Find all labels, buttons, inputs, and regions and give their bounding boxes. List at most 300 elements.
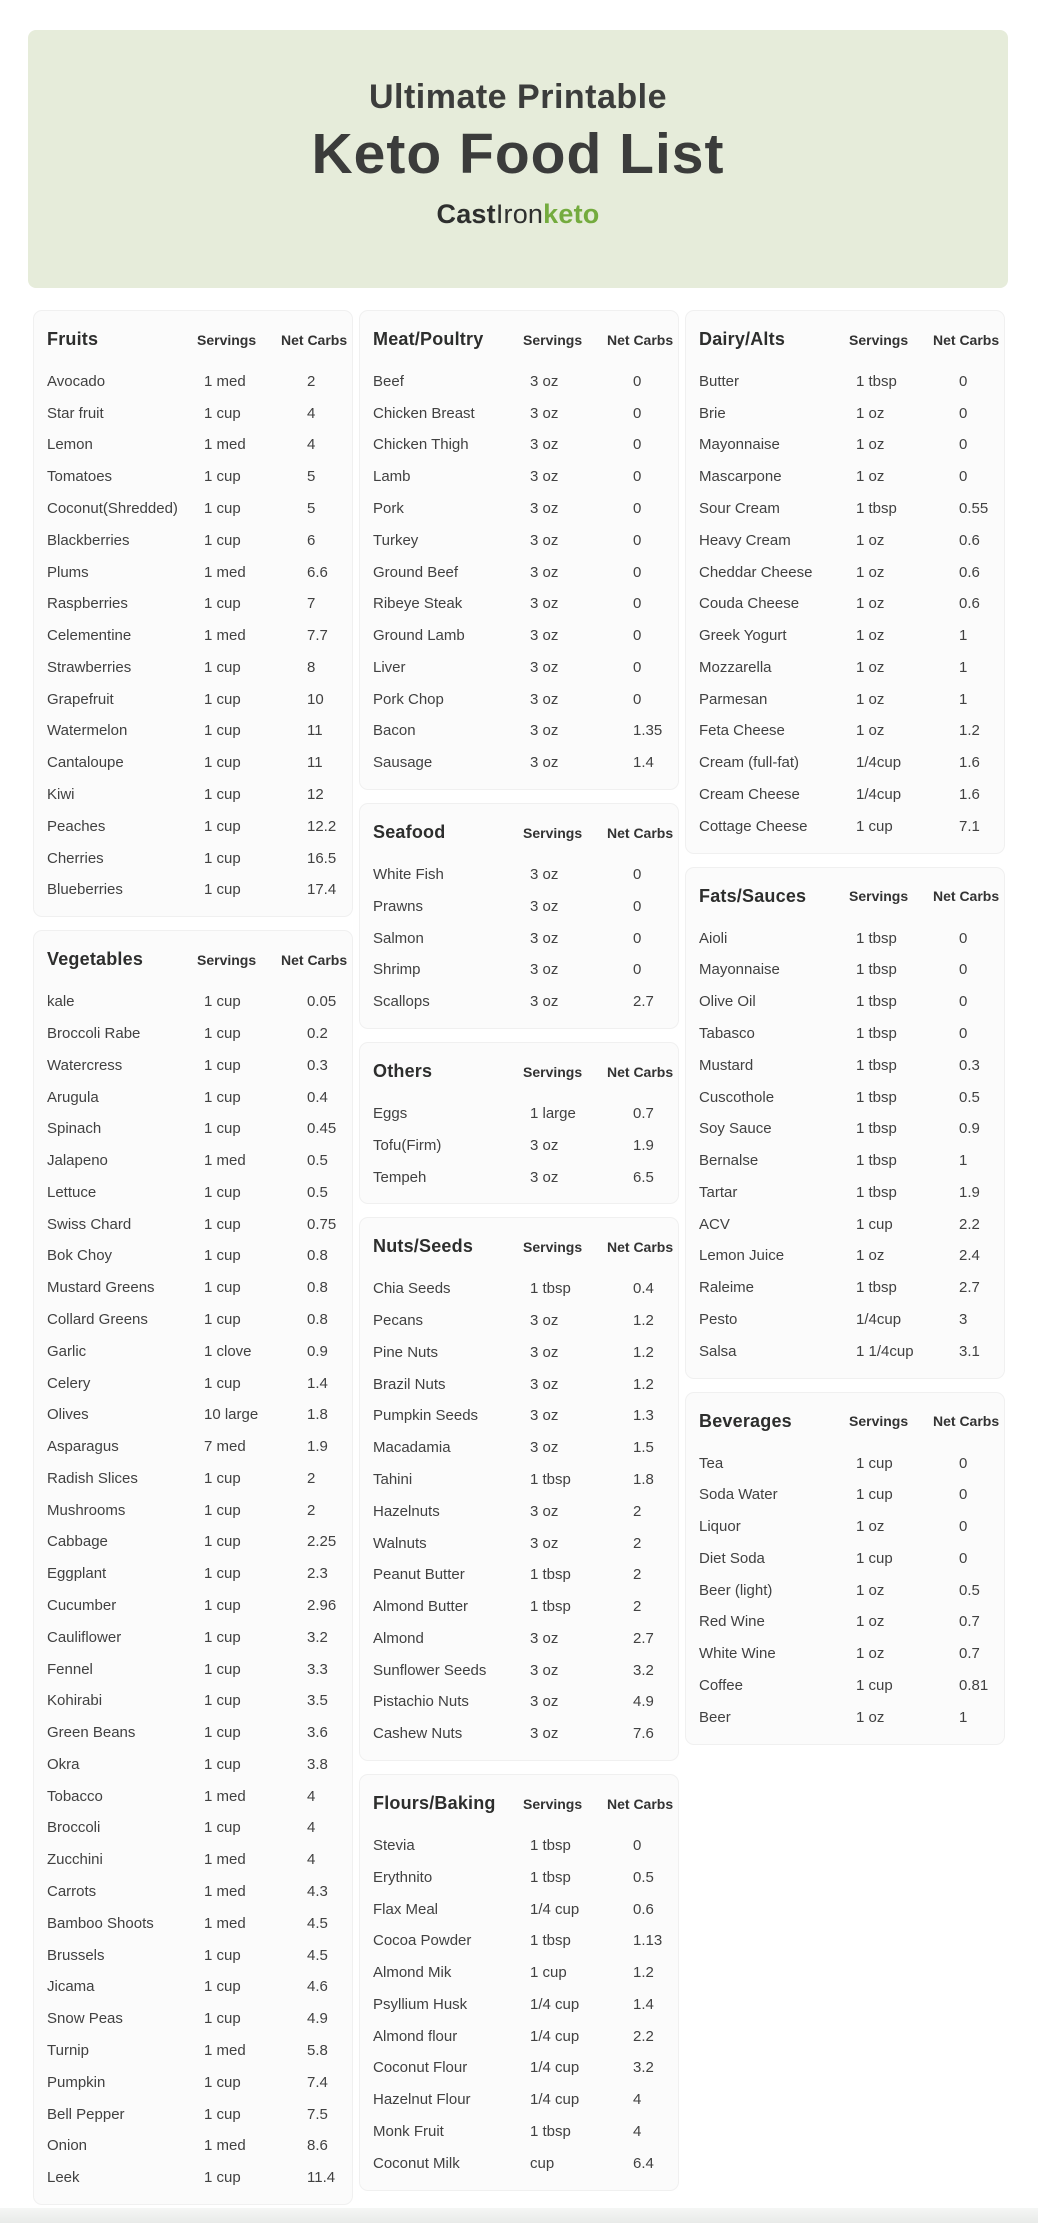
food-row bbox=[47, 1399, 342, 1431]
food-net-carbs: 4.6 bbox=[307, 1978, 328, 1996]
food-serving: 1 cup bbox=[204, 1024, 241, 1042]
food-row bbox=[699, 461, 994, 493]
food-row bbox=[699, 1638, 994, 1670]
food-serving: 1/4cup bbox=[856, 786, 902, 804]
food-name: Aioli bbox=[699, 929, 728, 947]
food-net-carbs: 2 bbox=[307, 372, 316, 390]
food-net-carbs: 1.4 bbox=[633, 754, 654, 772]
food-serving: 1 oz bbox=[856, 563, 885, 581]
food-net-carbs: 1 bbox=[959, 658, 968, 676]
food-serving: 1 cup bbox=[204, 1215, 241, 1233]
food-row bbox=[47, 1018, 342, 1050]
food-net-carbs: 0 bbox=[633, 436, 642, 454]
food-serving: 1 oz bbox=[856, 531, 885, 549]
food-net-carbs: 0.3 bbox=[307, 1056, 328, 1074]
food-name: Coconut Milk bbox=[373, 2154, 460, 2172]
food-name: Tobacco bbox=[47, 1787, 103, 1805]
food-net-carbs: 12.2 bbox=[307, 817, 337, 835]
food-serving: 1 cup bbox=[204, 1279, 241, 1297]
food-serving: 1 tbsp bbox=[856, 372, 897, 390]
food-name: Brie bbox=[699, 404, 726, 422]
food-row bbox=[47, 1527, 342, 1559]
food-row bbox=[47, 1336, 342, 1368]
food-net-carbs: 0.55 bbox=[959, 500, 989, 518]
food-net-carbs: 1 bbox=[959, 1152, 968, 1170]
food-net-carbs: 1.3 bbox=[633, 1407, 654, 1425]
food-name: Couda Cheese bbox=[699, 595, 800, 613]
servings-column-header: Servings bbox=[523, 824, 583, 841]
food-name: Asparagus bbox=[47, 1438, 119, 1456]
food-row bbox=[47, 1558, 342, 1590]
food-name: Watercress bbox=[47, 1056, 123, 1074]
food-net-carbs: 0 bbox=[633, 690, 642, 708]
food-net-carbs: 6.6 bbox=[307, 563, 328, 581]
food-serving: 1 cup bbox=[530, 1964, 567, 1982]
food-name: Parmesan bbox=[699, 690, 768, 708]
food-serving: 1 med bbox=[204, 1883, 246, 1901]
food-net-carbs: 0 bbox=[959, 1549, 968, 1567]
food-serving: 3 oz bbox=[530, 690, 559, 708]
food-net-carbs: 1.2 bbox=[633, 1343, 654, 1361]
net-carbs-column-header: Net Carbs bbox=[607, 1063, 674, 1080]
food-serving: 1 tbsp bbox=[856, 1120, 897, 1138]
food-name: Onion bbox=[47, 2137, 88, 2155]
food-name: Eggs bbox=[373, 1104, 408, 1122]
food-net-carbs: 11 bbox=[307, 722, 323, 740]
section-title: Seafood bbox=[373, 822, 446, 843]
food-name: Olive Oil bbox=[699, 993, 756, 1011]
food-net-carbs: 0 bbox=[959, 1454, 968, 1472]
food-name: Cocoa Powder bbox=[373, 1932, 472, 1950]
food-row bbox=[47, 1082, 342, 1114]
food-net-carbs: 0.5 bbox=[959, 1581, 980, 1599]
food-row bbox=[47, 875, 342, 907]
food-net-carbs: 1 bbox=[959, 690, 968, 708]
food-row bbox=[373, 1528, 668, 1560]
food-net-carbs: 2.96 bbox=[307, 1597, 337, 1615]
food-net-carbs: 0.5 bbox=[307, 1183, 328, 1201]
food-row bbox=[699, 1336, 994, 1368]
food-net-carbs: 11 bbox=[307, 754, 323, 772]
food-serving: 10 large bbox=[204, 1406, 259, 1424]
food-row bbox=[47, 779, 342, 811]
food-net-carbs: 4 bbox=[307, 1787, 316, 1805]
food-name: Star fruit bbox=[47, 404, 104, 422]
food-row bbox=[373, 398, 668, 430]
food-row bbox=[699, 652, 994, 684]
food-row bbox=[373, 1162, 668, 1194]
food-serving: 1 tbsp bbox=[530, 1932, 571, 1950]
food-serving: 3 oz bbox=[530, 595, 559, 613]
food-name: Cauliflower bbox=[47, 1628, 122, 1646]
section-header bbox=[373, 1787, 674, 1830]
food-net-carbs: 2.3 bbox=[307, 1565, 328, 1583]
food-net-carbs: 0.5 bbox=[959, 1088, 980, 1106]
food-serving: 1 cup bbox=[204, 722, 241, 740]
food-name: Olives bbox=[47, 1406, 89, 1424]
food-net-carbs: 1 bbox=[959, 627, 968, 645]
food-net-carbs: 0.9 bbox=[959, 1120, 980, 1138]
food-serving: 1 oz bbox=[856, 1613, 885, 1631]
food-name: Monk Fruit bbox=[373, 2123, 444, 2141]
food-net-carbs: 1.9 bbox=[959, 1183, 980, 1201]
food-name: Chia Seeds bbox=[373, 1280, 451, 1298]
food-name: Tartar bbox=[699, 1183, 738, 1201]
section-card-fruits bbox=[33, 310, 353, 917]
food-net-carbs: 3.5 bbox=[307, 1692, 328, 1710]
food-row bbox=[373, 1559, 668, 1591]
food-row bbox=[47, 684, 342, 716]
food-row bbox=[699, 1082, 994, 1114]
food-net-carbs: 0 bbox=[633, 627, 642, 645]
food-net-carbs: 4.3 bbox=[307, 1883, 328, 1901]
food-serving: 1 cup bbox=[204, 1628, 241, 1646]
food-name: Pine Nuts bbox=[373, 1343, 439, 1361]
food-name: Turnip bbox=[47, 2041, 89, 2059]
food-row bbox=[373, 1337, 668, 1369]
food-row bbox=[47, 525, 342, 557]
food-name: Tea bbox=[699, 1454, 724, 1472]
food-serving: 3 oz bbox=[530, 1534, 559, 1552]
food-name: Tabasco bbox=[699, 1024, 755, 1042]
section-header bbox=[47, 943, 348, 986]
food-net-carbs: 0 bbox=[633, 866, 642, 884]
food-name: Almond flour bbox=[373, 2027, 458, 2045]
food-serving: 3 oz bbox=[530, 1168, 559, 1186]
food-name: Cottage Cheese bbox=[699, 817, 808, 835]
food-serving: 3 oz bbox=[530, 627, 559, 645]
food-row bbox=[47, 1685, 342, 1717]
food-serving: 1/4 cup bbox=[530, 2091, 580, 2109]
food-row bbox=[699, 684, 994, 716]
food-net-carbs: 4 bbox=[307, 404, 316, 422]
food-name: Bernalse bbox=[699, 1152, 759, 1170]
food-name: Beer bbox=[699, 1708, 731, 1726]
food-net-carbs: 2 bbox=[633, 1566, 642, 1584]
food-row bbox=[699, 1511, 994, 1543]
food-row bbox=[373, 1989, 668, 2021]
food-name: Coconut Flour bbox=[373, 2059, 468, 2077]
food-serving: 3 oz bbox=[530, 993, 559, 1011]
food-row bbox=[373, 1925, 668, 1957]
food-serving: 3 oz bbox=[530, 1136, 559, 1154]
food-row bbox=[373, 1432, 668, 1464]
food-net-carbs: 1.2 bbox=[633, 1964, 654, 1982]
food-row bbox=[47, 2130, 342, 2162]
food-row bbox=[47, 1940, 342, 1972]
food-name: Pistachio Nuts bbox=[373, 1693, 469, 1711]
food-net-carbs: 0.7 bbox=[633, 1104, 654, 1122]
food-row bbox=[47, 366, 342, 398]
food-name: Grapefruit bbox=[47, 690, 114, 708]
food-serving: 1 oz bbox=[856, 690, 885, 708]
food-name: Butter bbox=[699, 372, 740, 390]
food-row bbox=[373, 716, 668, 748]
food-net-carbs: 0.4 bbox=[307, 1088, 328, 1106]
food-row bbox=[47, 1050, 342, 1082]
food-net-carbs: 1.4 bbox=[633, 1995, 654, 2013]
food-name: Garlic bbox=[47, 1342, 87, 1360]
food-row bbox=[373, 1305, 668, 1337]
food-net-carbs: 1.4 bbox=[307, 1374, 328, 1392]
food-row bbox=[699, 986, 994, 1018]
food-serving: 1 cup bbox=[204, 786, 241, 804]
food-serving: 1 cup bbox=[204, 1533, 241, 1551]
food-name: Macadamia bbox=[373, 1439, 451, 1457]
food-tables bbox=[33, 310, 1005, 2205]
food-net-carbs: 0.4 bbox=[633, 1280, 654, 1298]
logo-text-cast: Cast bbox=[436, 199, 496, 229]
food-net-carbs: 0 bbox=[633, 500, 642, 518]
food-net-carbs: 5.8 bbox=[307, 2041, 328, 2059]
food-row bbox=[373, 1098, 668, 1130]
food-row bbox=[373, 1957, 668, 1989]
food-name: Raleime bbox=[699, 1279, 755, 1297]
food-net-carbs: 12 bbox=[307, 786, 324, 804]
food-name: Stevia bbox=[373, 1837, 415, 1855]
food-row bbox=[47, 398, 342, 430]
section-title: Others bbox=[373, 1061, 433, 1082]
food-net-carbs: 0 bbox=[633, 897, 642, 915]
food-net-carbs: 0.2 bbox=[307, 1024, 328, 1042]
food-name: kale bbox=[47, 993, 75, 1011]
food-row bbox=[699, 1575, 994, 1607]
food-net-carbs: 2.25 bbox=[307, 1533, 337, 1551]
food-row bbox=[373, 2053, 668, 2085]
food-name: Walnuts bbox=[373, 1534, 427, 1552]
food-row bbox=[373, 1401, 668, 1433]
food-serving: 1 cup bbox=[204, 754, 241, 772]
food-name: Hazelnut Flour bbox=[373, 2091, 471, 2109]
food-row bbox=[699, 1304, 994, 1336]
food-row bbox=[373, 2116, 668, 2148]
food-row bbox=[47, 811, 342, 843]
food-serving: 1 tbsp bbox=[856, 1183, 897, 1201]
food-row bbox=[699, 398, 994, 430]
food-net-carbs: 17.4 bbox=[307, 881, 337, 899]
servings-column-header: Servings bbox=[849, 331, 909, 348]
net-carbs-column-header: Net Carbs bbox=[281, 331, 348, 348]
food-row bbox=[373, 1273, 668, 1305]
food-serving: 1 oz bbox=[856, 404, 885, 422]
food-name: Ground Beef bbox=[373, 563, 459, 581]
food-row bbox=[373, 366, 668, 398]
page-bottom-edge bbox=[0, 2208, 1038, 2223]
food-name: Tempeh bbox=[373, 1168, 427, 1186]
food-row bbox=[373, 1862, 668, 1894]
food-net-carbs: 0.7 bbox=[959, 1645, 980, 1663]
food-serving: 1 oz bbox=[856, 595, 885, 613]
servings-column-header: Servings bbox=[523, 1795, 583, 1812]
food-name: Radish Slices bbox=[47, 1469, 138, 1487]
food-name: Cucumber bbox=[47, 1597, 117, 1615]
food-name: Diet Soda bbox=[699, 1549, 765, 1567]
food-row bbox=[373, 859, 668, 891]
food-net-carbs: 0.45 bbox=[307, 1120, 337, 1138]
food-net-carbs: 0.81 bbox=[959, 1677, 989, 1695]
food-net-carbs: 5 bbox=[307, 500, 316, 518]
food-name: Mustard bbox=[699, 1056, 754, 1074]
section-title: Meat/Poultry bbox=[373, 329, 484, 349]
food-name: Blackberries bbox=[47, 531, 130, 549]
food-row bbox=[699, 1448, 994, 1480]
food-serving: 1 tbsp bbox=[530, 1280, 571, 1298]
food-row bbox=[373, 652, 668, 684]
food-name: Broccoli Rabe bbox=[47, 1024, 141, 1042]
food-serving: 1 cup bbox=[204, 531, 241, 549]
food-name: Cuscothole bbox=[699, 1088, 775, 1106]
food-name: Carrots bbox=[47, 1883, 97, 1901]
section-title: Beverages bbox=[699, 1410, 792, 1431]
food-net-carbs: 0 bbox=[959, 929, 968, 947]
food-name: Chicken Breast bbox=[373, 404, 475, 422]
food-net-carbs: 4 bbox=[633, 2123, 642, 2141]
food-serving: 3 oz bbox=[530, 1312, 559, 1330]
food-name: Mozzarella bbox=[699, 658, 772, 676]
food-net-carbs: 2.7 bbox=[959, 1279, 980, 1297]
food-net-carbs: 3.8 bbox=[307, 1755, 328, 1773]
food-name: Lamb bbox=[373, 468, 411, 486]
food-net-carbs: 3.1 bbox=[959, 1342, 980, 1360]
food-name: Bell Pepper bbox=[47, 2105, 125, 2123]
food-row bbox=[699, 779, 994, 811]
section-title: Flours/Baking bbox=[373, 1793, 496, 1814]
food-name: Brazil Nuts bbox=[373, 1375, 446, 1393]
food-row bbox=[373, 891, 668, 923]
food-net-carbs: 1.6 bbox=[959, 786, 980, 804]
net-carbs-column-header: Net Carbs bbox=[607, 824, 674, 841]
food-net-carbs: 0 bbox=[633, 658, 642, 676]
food-row bbox=[373, 1464, 668, 1496]
food-net-carbs: 2.4 bbox=[959, 1247, 980, 1265]
section-header bbox=[373, 1055, 674, 1098]
food-serving: 1 cup bbox=[204, 690, 241, 708]
food-row bbox=[47, 493, 342, 525]
food-row bbox=[373, 923, 668, 955]
food-row bbox=[699, 955, 994, 987]
food-row bbox=[699, 1050, 994, 1082]
food-row bbox=[373, 525, 668, 557]
food-serving: 1 cup bbox=[204, 1247, 241, 1265]
food-name: Psyllium Husk bbox=[373, 1995, 468, 2013]
food-name: Avocado bbox=[47, 372, 106, 390]
food-net-carbs: 0 bbox=[633, 929, 642, 947]
section-card-fats-sauces bbox=[685, 867, 1005, 1379]
food-serving: 1 tbsp bbox=[856, 993, 897, 1011]
food-row bbox=[47, 1908, 342, 1940]
food-net-carbs: 0.8 bbox=[307, 1310, 328, 1328]
food-serving: 1 tbsp bbox=[530, 1566, 571, 1584]
food-net-carbs: 0 bbox=[633, 1837, 642, 1855]
food-name: Salmon bbox=[373, 929, 424, 947]
food-serving: 1 tbsp bbox=[856, 1088, 897, 1106]
food-name: Ground Lamb bbox=[373, 627, 465, 645]
column-3 bbox=[685, 310, 1005, 2205]
food-row bbox=[47, 1590, 342, 1622]
food-net-carbs: 0 bbox=[959, 468, 968, 486]
food-row bbox=[47, 1304, 342, 1336]
food-serving: 1 tbsp bbox=[530, 1470, 571, 1488]
section-card-dairy-alts bbox=[685, 310, 1005, 854]
food-serving: 1 cup bbox=[204, 1755, 241, 1773]
food-row bbox=[47, 1272, 342, 1304]
section-card-nuts-seeds bbox=[359, 1217, 679, 1761]
food-name: Cashew Nuts bbox=[373, 1725, 463, 1743]
food-row bbox=[373, 747, 668, 779]
food-row bbox=[47, 1972, 342, 2004]
food-serving: 1 cup bbox=[204, 1946, 241, 1964]
food-name: Flax Meal bbox=[373, 1900, 439, 1918]
food-name: Tomatoes bbox=[47, 468, 113, 486]
food-net-carbs: 6 bbox=[307, 531, 316, 549]
food-name: Sour Cream bbox=[699, 500, 780, 518]
food-name: Kiwi bbox=[47, 786, 75, 804]
food-net-carbs: 4.9 bbox=[633, 1693, 654, 1711]
food-net-carbs: 2.7 bbox=[633, 993, 654, 1011]
food-serving: 1/4 cup bbox=[530, 1995, 580, 2013]
food-net-carbs: 2.2 bbox=[959, 1215, 980, 1233]
section-header bbox=[699, 880, 1000, 923]
food-name: Beef bbox=[373, 372, 404, 390]
food-name: Cantaloupe bbox=[47, 754, 124, 772]
food-row bbox=[47, 1781, 342, 1813]
food-row bbox=[47, 652, 342, 684]
food-name: Erythnito bbox=[373, 1868, 433, 1886]
food-net-carbs: 0 bbox=[633, 404, 642, 422]
section-card-beverages bbox=[685, 1392, 1005, 1745]
food-serving: 3 oz bbox=[530, 1375, 559, 1393]
food-row bbox=[47, 1431, 342, 1463]
food-row bbox=[47, 1717, 342, 1749]
food-net-carbs: 3.2 bbox=[633, 2059, 654, 2077]
food-row bbox=[373, 1130, 668, 1162]
food-row bbox=[47, 2035, 342, 2067]
food-serving: 1 cup bbox=[204, 1469, 241, 1487]
food-name: Leek bbox=[47, 2169, 80, 2187]
header-banner bbox=[28, 30, 1008, 288]
food-name: Pork Chop bbox=[373, 690, 444, 708]
food-name: Bamboo Shoots bbox=[47, 1914, 154, 1932]
food-serving: 1 cup bbox=[204, 817, 241, 835]
food-serving: 3 oz bbox=[530, 1693, 559, 1711]
food-net-carbs: 16.5 bbox=[307, 849, 337, 867]
food-serving: 1 tbsp bbox=[856, 929, 897, 947]
food-name: Broccoli bbox=[47, 1819, 101, 1837]
section-title: Vegetables bbox=[47, 949, 144, 970]
food-serving: 1 cup bbox=[204, 2105, 241, 2123]
food-row bbox=[47, 2162, 342, 2194]
section-title: Fats/Sauces bbox=[699, 885, 807, 906]
food-serving: 1 med bbox=[204, 436, 246, 454]
food-net-carbs: 11.4 bbox=[307, 2169, 336, 2187]
food-serving: 1 cup bbox=[204, 1088, 241, 1106]
food-net-carbs: 7.6 bbox=[633, 1725, 654, 1743]
food-net-carbs: 0.75 bbox=[307, 1215, 337, 1233]
food-net-carbs: 0 bbox=[959, 961, 968, 979]
food-serving: 1 med bbox=[204, 2041, 246, 2059]
food-name: Jicama bbox=[47, 1978, 95, 1996]
food-name: Bacon bbox=[373, 722, 416, 740]
food-serving: cup bbox=[530, 2154, 555, 2172]
food-row bbox=[699, 1543, 994, 1575]
food-row bbox=[47, 1463, 342, 1495]
food-name: Eggplant bbox=[47, 1565, 107, 1583]
food-row bbox=[373, 2084, 668, 2116]
food-row bbox=[373, 493, 668, 525]
food-name: Zucchini bbox=[47, 1851, 103, 1869]
food-name: Pecans bbox=[373, 1312, 424, 1330]
servings-column-header: Servings bbox=[849, 1413, 909, 1430]
